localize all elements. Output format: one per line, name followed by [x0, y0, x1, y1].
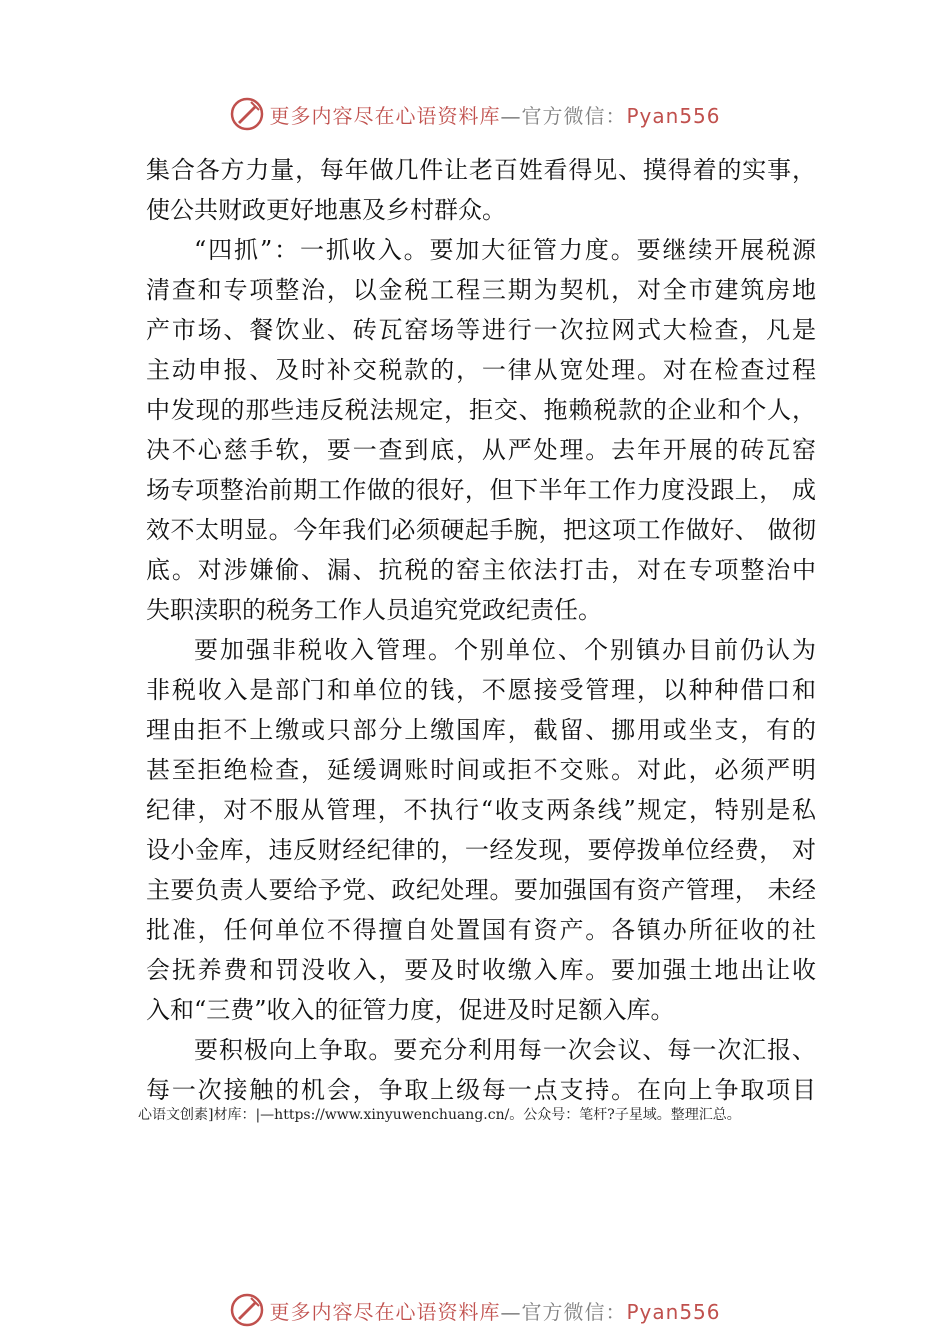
text-line: 会抚养费和罚没收入，要及时收缴入库。要加强土地出让收	[146, 956, 816, 984]
body-text	[146, 150, 816, 1110]
text-line: 失职渎职的税务工作人员追究党政纪责任。	[146, 596, 602, 624]
text-line: 场专项整治前期工作做的很好，但下半年工作力度没跟上， 成	[146, 476, 816, 504]
text-line: 批准，任何单位不得擅自处置国有资产。各镇办所征收的社	[146, 916, 816, 944]
text-line: 甚至拒绝检查，延缓调账时间或拒不交账。对此，必须严明	[146, 756, 816, 784]
text-line: 要加强非税收入管理。个别单位、个别镇办目前仍认为	[194, 636, 816, 664]
text-line: 理由拒不上缴或只部分上缴国库，截留、挪用或坐支，有的	[146, 716, 816, 744]
banner-sep: —	[500, 103, 522, 128]
text-line: 中发现的那些违反税法规定，拒交、拖赖税款的企业和个人，	[146, 396, 816, 424]
text-line: 设小金库，违反财经纪律的，一经发现，要停拨单位经费， 对	[146, 836, 816, 864]
text-line: 非税收入是部门和单位的钱，不愿接受管理，以种种借口和	[146, 676, 816, 704]
banner-main: 更多内容尽在心语资料库	[269, 103, 501, 128]
text-line: 产市场、餐饮业、砖瓦窑场等进行一次拉网式大检查，凡是	[146, 316, 816, 344]
banner-text	[269, 1296, 720, 1325]
footer-banner	[0, 1288, 950, 1332]
text-line: 效不太明显。今年我们必须硬起手腕，把这项工作做好、 做彻	[146, 516, 816, 544]
banner-text	[269, 100, 720, 129]
text-line: 底。对涉嫌偷、漏、抗税的窑主依法打击，对在专项整治中	[146, 556, 816, 584]
text-line: 使公共财政更好地惠及乡村群众。	[146, 196, 506, 224]
text-line: 清查和专项整治，以金税工程三期为契机，对全市建筑房地	[146, 276, 816, 304]
banner-sep: —	[500, 1299, 522, 1324]
text-line: 要积极向上争取。要充分利用每一次会议、每一次汇报、	[194, 1036, 816, 1064]
source-note: 心语文创素]材库：|—https://www.xinyuwenchuang.cn/。公众号：笔杆?子星域。整理汇总。	[138, 1107, 741, 1123]
banner-id: Pyan556	[626, 103, 721, 128]
text-line: 集合各方力量，每年做几件让老百姓看得见、摸得着的实事，	[146, 156, 816, 184]
header-banner	[0, 92, 950, 136]
banner-id: Pyan556	[626, 1299, 721, 1324]
banner-wechat: 官方微信：	[521, 1299, 627, 1324]
text-line: “四抓”：一抓收入。要加大征管力度。要继续开展税源	[194, 236, 816, 264]
text-line: 决不心慈手软，要一查到底，从严处理。去年开展的砖瓦窑	[146, 436, 816, 464]
text-line: 每一次接触的机会，争取上级每一点支持。在向上争取项目	[146, 1076, 816, 1104]
text-line: 主动申报、及时补交税款的，一律从宽处理。对在检查过程	[146, 356, 816, 384]
banner-wechat: 官方微信：	[521, 103, 627, 128]
pen-logo-icon	[229, 96, 265, 132]
pen-logo-icon	[229, 1292, 265, 1328]
text-line: 入和“三费”收入的征管力度，促进及时足额入库。	[146, 996, 675, 1024]
text-line: 纪律，对不服从管理，不执行“收支两条线”规定，特别是私	[146, 796, 816, 824]
banner-main: 更多内容尽在心语资料库	[269, 1299, 501, 1324]
text-line: 主要负责人要给予党、政纪处理。要加强国有资产管理， 未经	[146, 876, 816, 904]
